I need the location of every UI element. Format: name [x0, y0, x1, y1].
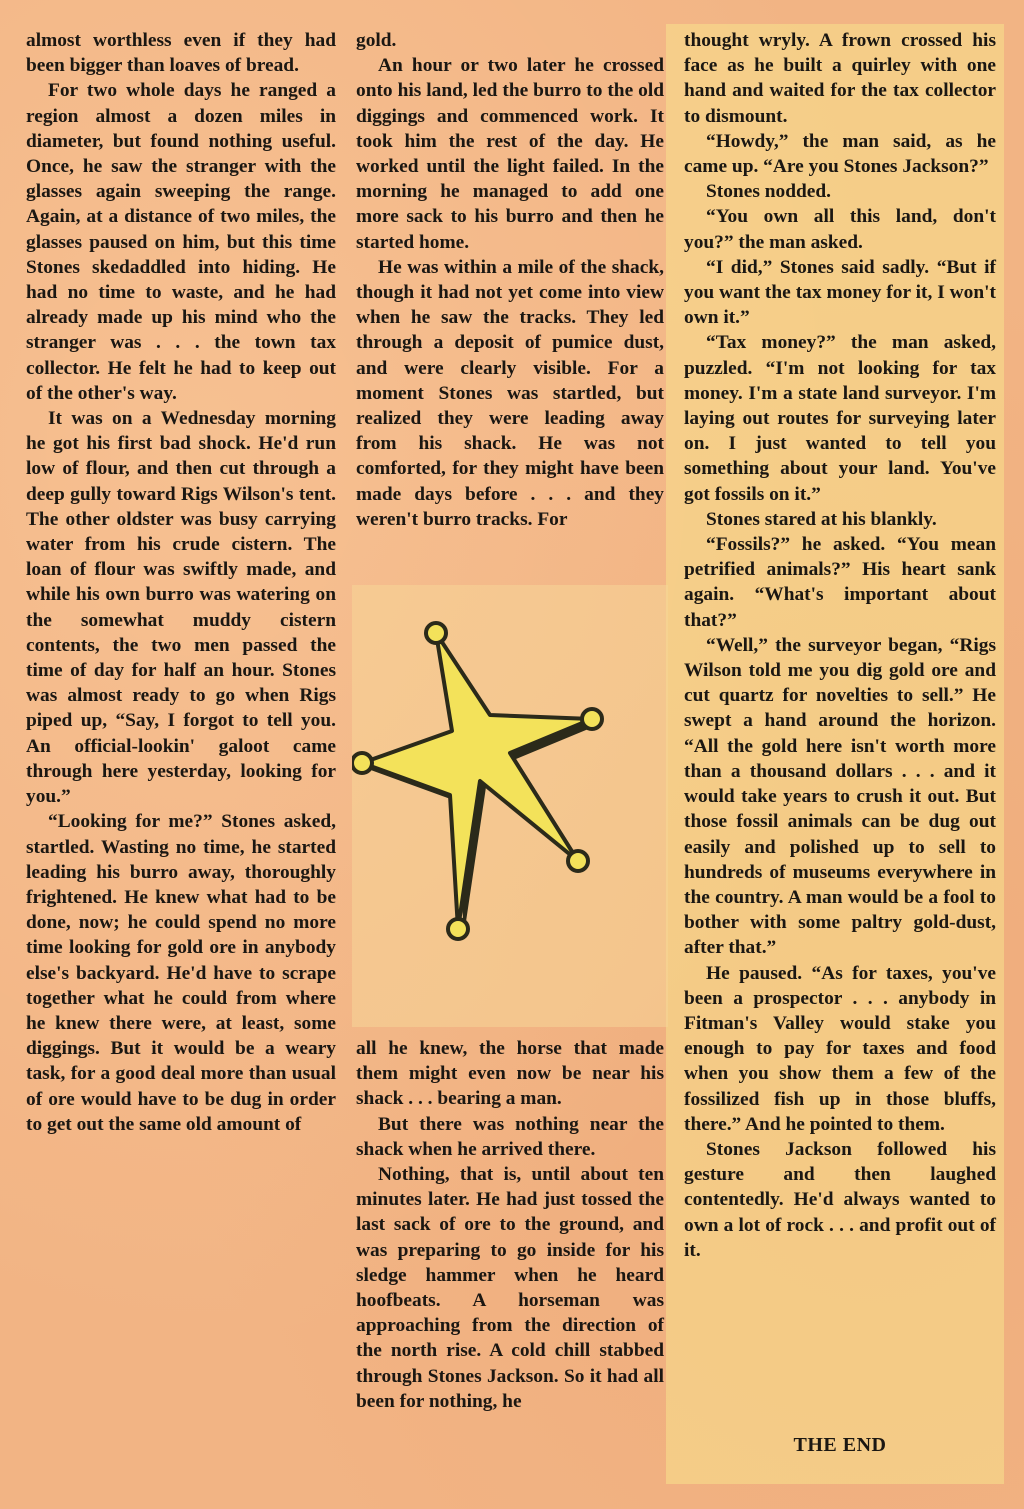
paragraph: “I did,” Stones said sadly. “But if you want the tax money for it, I won't own it.” [684, 256, 996, 329]
paragraph: He was within a mile of the shack, though it had not yet come into view when he saw the tracks. They led through a deposit of pumice dust, and were clearly visible. For a moment Stones was startled, but realized they were leading away from his shack. He was not comforted, for they might have been made days before . . . and they weren't burro tracks. For [356, 256, 664, 530]
paragraph: He paused. “As for taxes, you've been a prospector . . . anybody in Fitman's Valley would stake you enough to pay for taxes and food when you show them a few of the fossilized fish up in those bluffs, there.” And he pointed to them. [684, 962, 996, 1135]
illustration-panel [352, 585, 668, 1027]
paragraph: “Looking for me?” Stones asked, startled. Wasting no time, he started leading his burro away, thoroughly frightened. He knew what had to be done, now; he could spend no more time looking for gold ore in anybody else's backyard. He'd have to scrape together what he could from where he knew there were, at least, some diggings. But it would be a weary task, for a good deal more than usual of ore would have to be dug in order to get out the same old amount of [26, 811, 336, 1135]
paragraph: Nothing, that is, until about ten minutes later. He had just tossed the last sack of ore to the ground, and was preparing to go inside for his sledge hammer when he heard hoofbeats. A horseman was approaching from the direction of the north rise. A cold chill stabbed through Stones Jackson. So it had all been for nothing, he [356, 1164, 664, 1412]
paragraph: Stones stared at his blankly. [706, 508, 937, 530]
paragraph: “Tax money?” the man asked, puzzled. “I'm not looking for tax money. I'm a state land surveyor. I'm laying out routes for surveying later on. I just wanted to tell you something about your land. You've got fossils on it.” [684, 332, 996, 505]
paragraph: all he knew, the horse that made them might even now be near his shack . . . bearing a man. [356, 1038, 664, 1110]
paragraph: thought wryly. A frown crossed his face as he built a quirley with one hand and waited for the tax collector to dismount. [684, 30, 996, 127]
paragraph: “Fossils?” he asked. “You mean petrified animals?” His heart sank again. “What's important about that?” [684, 534, 996, 631]
paragraph: almost worthless even if they had been bigger than loaves of bread. [26, 30, 336, 77]
sheriff-star-icon [352, 585, 668, 1027]
paragraph: Stones nodded. [706, 181, 832, 203]
the-end-label: THE END [793, 1434, 887, 1456]
text-column-1 [26, 28, 336, 1137]
text-column-2-bottom [356, 1036, 664, 1414]
paragraph: “Howdy,” the man said, as he came up. “Are you Stones Jackson?” [684, 130, 996, 178]
paragraph: Stones Jackson followed his gesture and then laughed contentedly. He'd always wanted to own a lot of rock . . . and profit out of it. [684, 1138, 996, 1261]
text-column-3 [684, 28, 996, 1263]
paragraph: But there was nothing near the shack when he arrived there. [356, 1113, 664, 1160]
paragraph: gold. [356, 30, 397, 51]
paragraph: For two whole days he ranged a region almost a dozen miles in diameter, but found nothing useful. Once, he saw the stranger with the glasses again sweeping the range. Again, at a distance of two miles, the glasses paused on him, but this time Stones skedaddled into hiding. He had no time to waste, and he had already made up his mind who the stranger was . . . the town tax collector. He felt he had to keep out of the other's way. [26, 80, 336, 404]
paragraph: It was on a Wednesday morning he got his first bad shock. He'd run low of flour, and then cut through a deep gully toward Rigs Wilson's tent. The other oldster was busy carrying water from his crude cistern. The loan of flour was swiftly made, and while his own burro was watering on the somewhat muddy cistern contents, the two men passed the time of day for half an hour. Stones was almost ready to go when Rigs piped up, “Say, I forgot to tell you. An official-lookin' galoot came through here yesterday, looking for you.” [26, 408, 336, 808]
paragraph: An hour or two later he crossed onto his land, led the burro to the old diggings and commenced work. It took him the rest of the day. He worked until the light failed. In the morning he managed to add one more sack to his burro and then he started home. [356, 55, 664, 253]
paragraph: “Well,” the surveyor began, “Rigs Wilson told me you dig gold ore and cut quartz for novelties to sell.” He swept a hand around the horizon. “All the gold here isn't worth more than a thousand dollars . . . and it would take years to crush it out. But those fossil animals can be dug out easily and polished up to sell to hundreds of museums everywhere in the country. A man would be a fool to bother with some paltry gold-dust, after that.” [684, 634, 996, 959]
text-column-2-top [356, 28, 664, 532]
paragraph: “You own all this land, don't you?” the man asked. [684, 206, 996, 253]
